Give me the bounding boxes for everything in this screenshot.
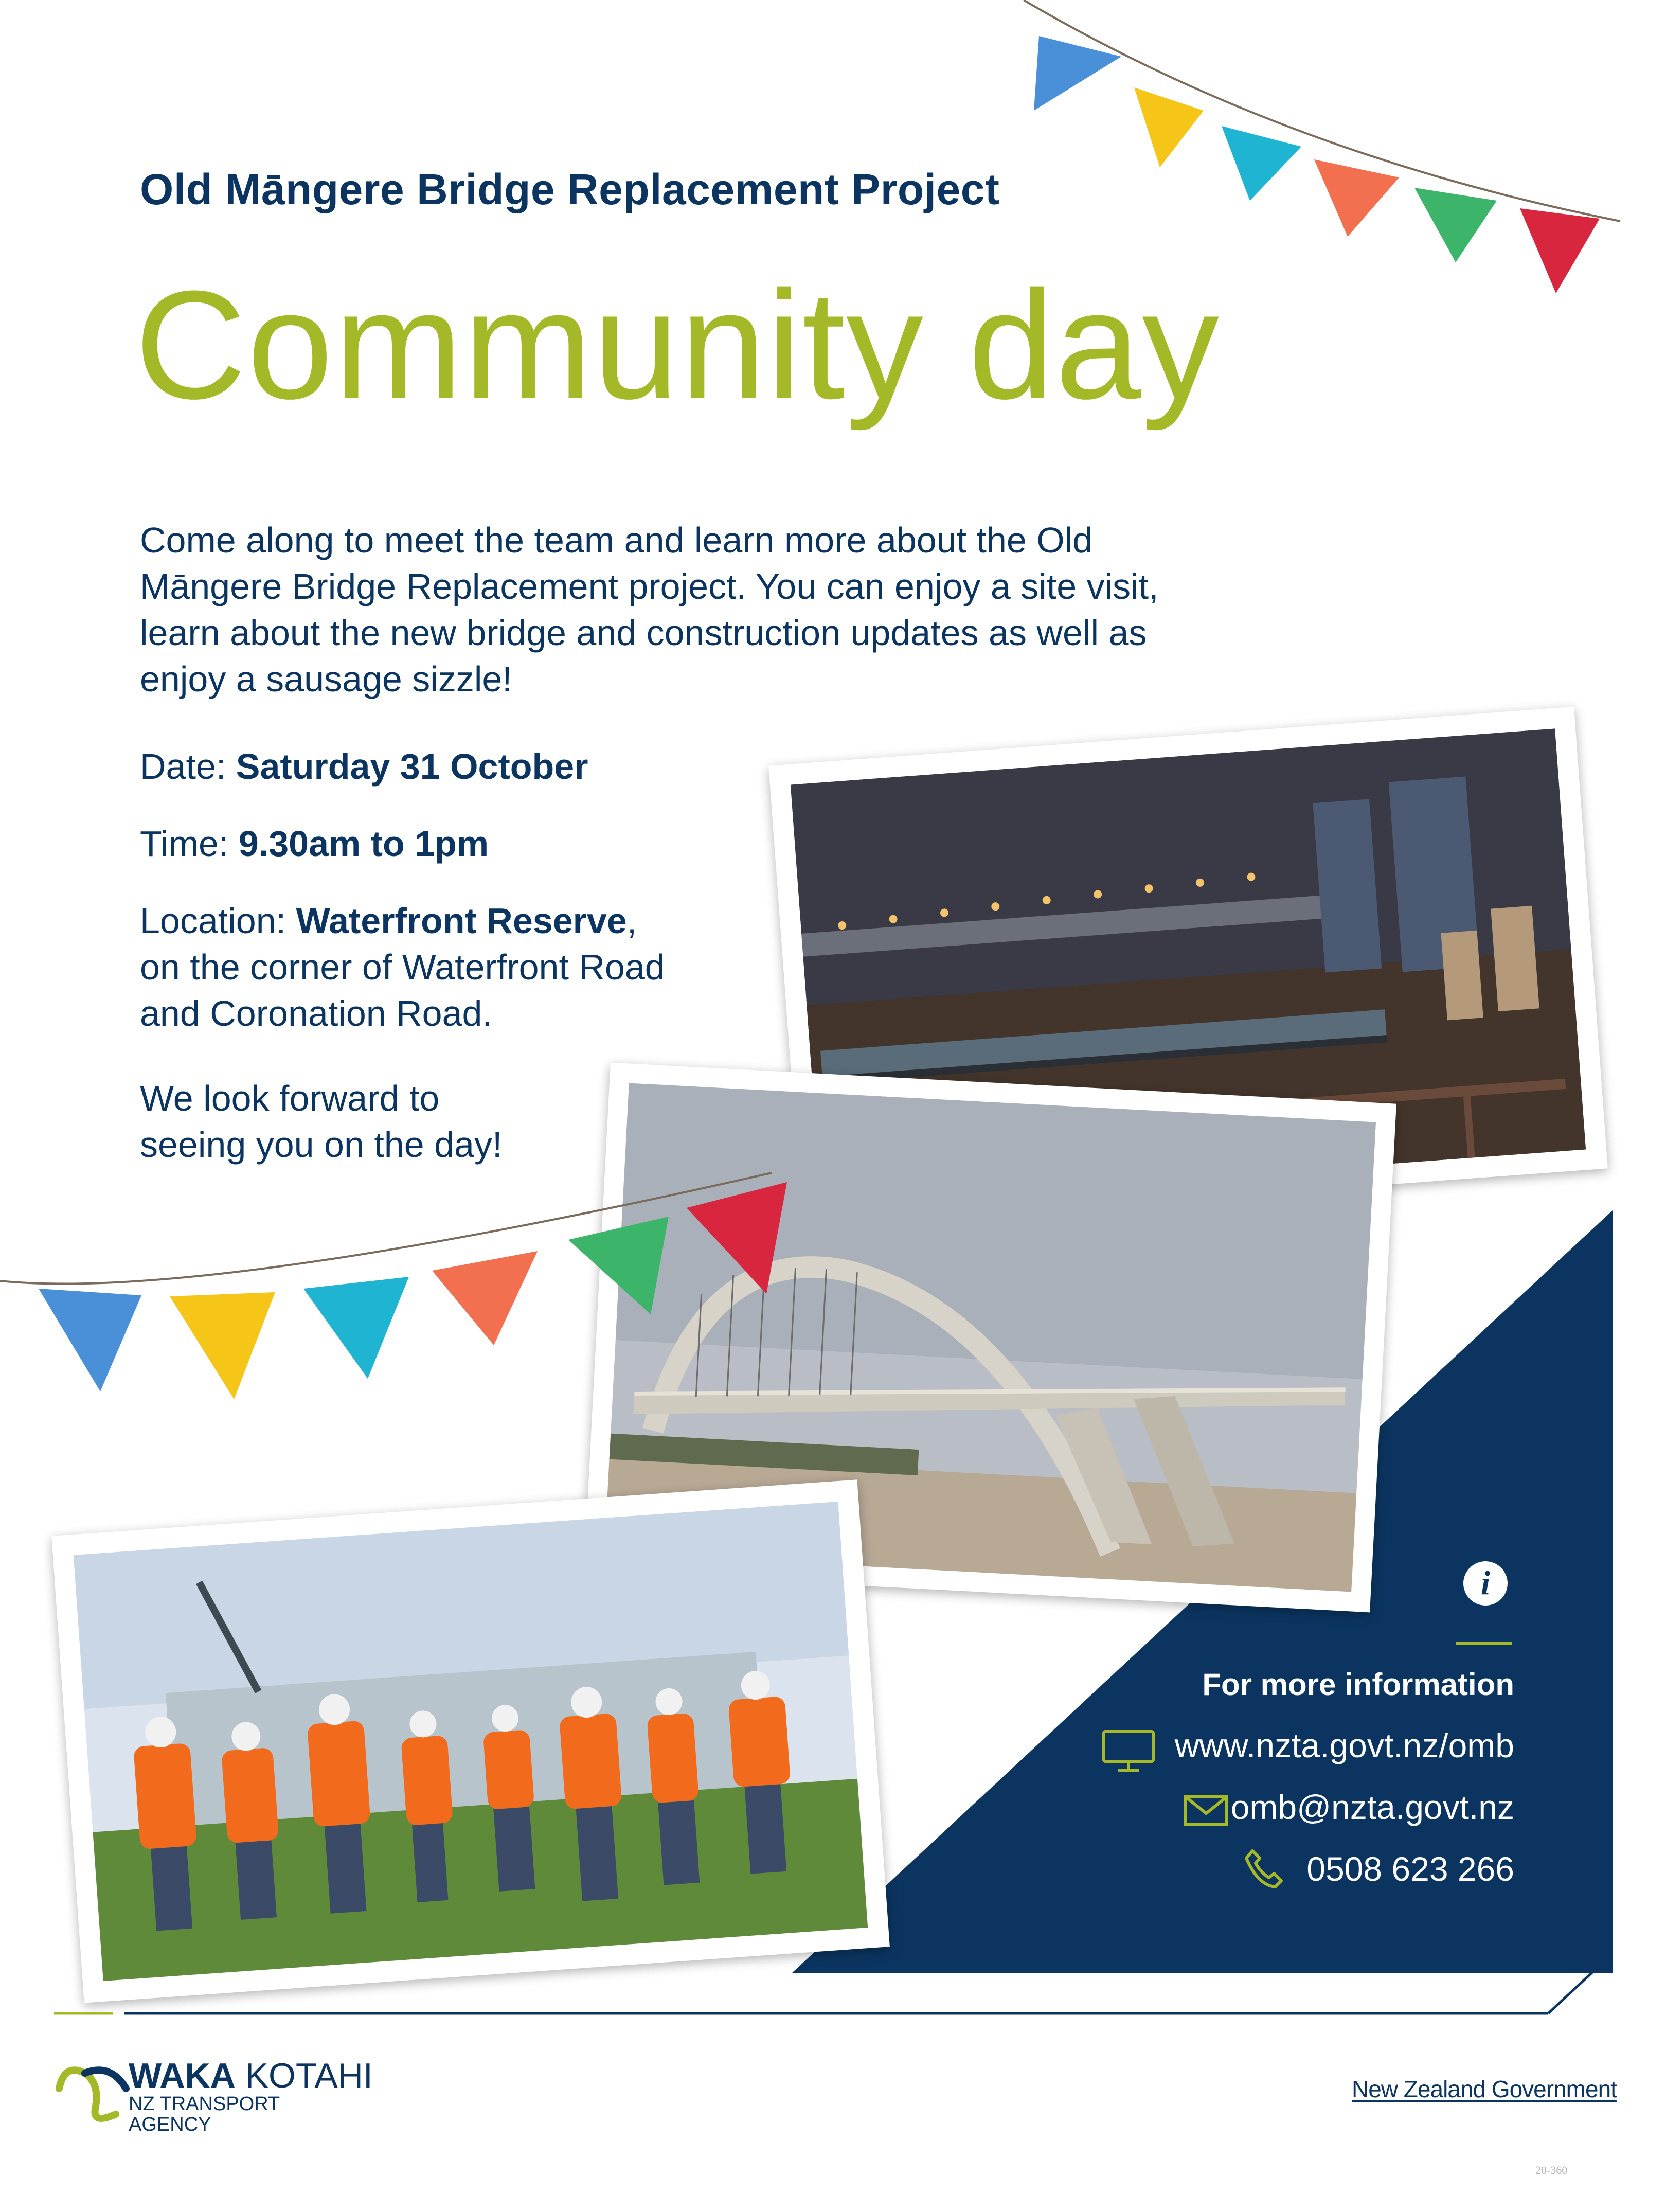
bunting-flag: [1414, 188, 1497, 262]
location-label: Location:: [140, 901, 296, 941]
bunting-flag: [170, 1292, 275, 1399]
time-label: Time:: [140, 824, 239, 864]
bunting-flag: [1314, 159, 1399, 237]
bottom-rule: [0, 1945, 1666, 2027]
website-link[interactable]: www.nzta.govt.nz/omb: [1174, 1726, 1514, 1764]
closing-line-1: We look forward to: [140, 1078, 440, 1118]
bunting-flag: [1520, 208, 1600, 293]
document-code: 20-360: [1535, 2164, 1568, 2177]
project-title: Old Māngere Bridge Replacement Project: [140, 165, 1000, 213]
phone-icon: [1242, 1847, 1286, 1890]
date-value: Saturday 31 October: [236, 746, 588, 787]
closing-line-2: seeing you on the day!: [140, 1125, 503, 1165]
photo-team-group: [51, 1479, 890, 2003]
location-line-2: on the corner of Waterfront Road: [140, 947, 665, 987]
time-value: 9.30am to 1pm: [238, 824, 489, 864]
email-link[interactable]: omb@nzta.govt.nz: [1230, 1788, 1514, 1826]
agency-word-2: KOTAHI: [235, 2056, 373, 2095]
date-line: [140, 743, 588, 790]
bunting-flag: [432, 1251, 538, 1345]
agency-subtitle: [129, 2094, 280, 2135]
agency-subtitle-line-1: NZ TRANSPORT: [129, 2093, 280, 2115]
info-divider: [1456, 1642, 1512, 1645]
info-heading: For more information: [1202, 1667, 1514, 1702]
bunting-flag: [1134, 87, 1204, 167]
intro-paragraph: Come along to meet the team and learn more about the Old Māngere Bridge Replacement project. You can enjoy a site visit, learn about the new bridge and construction updates as well as enjoy a sausage sizzle!: [140, 520, 1159, 699]
envelope-icon: [1183, 1793, 1229, 1829]
date-label: Date:: [140, 746, 236, 787]
bunting-flag: [303, 1277, 409, 1379]
location-line: [140, 898, 637, 944]
agency-word-1: WAKA: [129, 2056, 236, 2095]
bunting-flag: [568, 1217, 669, 1314]
phone-number[interactable]: 0508 623 266: [1306, 1850, 1514, 1888]
monitor-icon: [1101, 1728, 1157, 1775]
agency-subtitle-line-2: AGENCY: [129, 2114, 211, 2135]
info-icon: [1463, 1561, 1508, 1606]
time-line: [140, 820, 489, 867]
info-icon-glyph: i: [1480, 1564, 1491, 1602]
bunting-flag: [39, 1289, 141, 1392]
event-title: Community day: [135, 258, 1221, 431]
bunting-bottom: [0, 1132, 823, 1420]
location-value: Waterfront Reserve: [296, 901, 627, 941]
location-line-3: and Coronation Road.: [140, 993, 492, 1033]
waka-kotahi-logo-icon: [54, 2053, 131, 2130]
nz-government-logo: New Zealand Government: [1352, 2076, 1617, 2102]
bunting-flag: [1222, 126, 1301, 201]
bunting-flag: [687, 1182, 787, 1294]
agency-name: [129, 2056, 373, 2096]
location-comma: ,: [626, 901, 637, 941]
